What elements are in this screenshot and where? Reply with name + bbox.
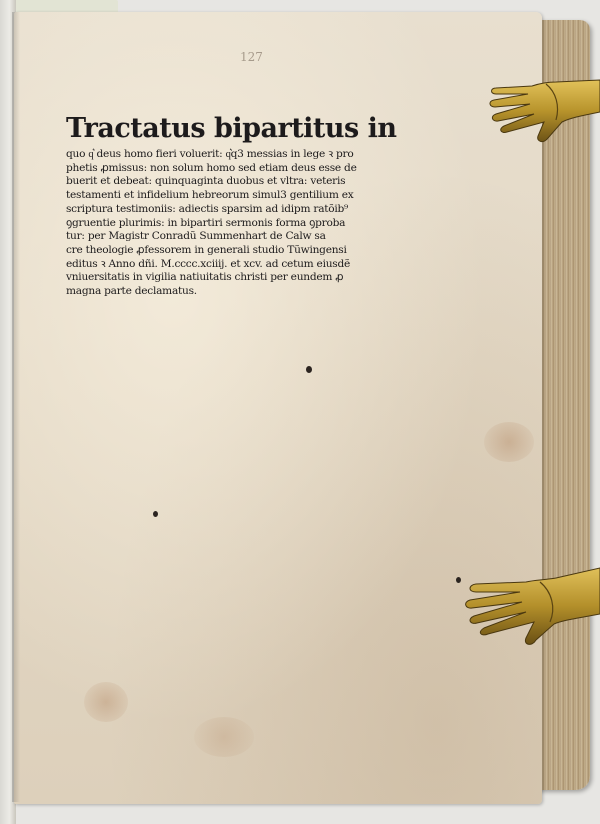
text-line: scriptura testimoniis: adiectis sparsim ad idipm ratõib⁹ bbox=[66, 202, 349, 215]
text-line: editus ꝛ Anno dñi. M.cccc.xciiij. et xcv. ad cetum eiusdẽ bbox=[66, 257, 351, 270]
text-line: buerit et debeat: quinquaginta duobus et vltra: veteris bbox=[66, 175, 346, 188]
text-line: ꝯgruentie plurimis: in bipartiri sermonis forma ꝯproba bbox=[66, 216, 346, 229]
text-line: tur: per Magistr Conradũ Summenhart de Calw sa bbox=[66, 230, 326, 243]
foxing-stain bbox=[84, 682, 128, 722]
text-line: quo q͛ deus homo fieri voluerit: q͛q3 messias in lege ꝛ pro bbox=[66, 148, 354, 160]
page-title: Tractatus bipartitus in bbox=[66, 113, 397, 144]
text-line: testamenti et infidelium hebreorum simul3 gentilium ex bbox=[66, 189, 354, 202]
text-line: cre theologie ꝓfessorem in generali studio Tũwingensi bbox=[66, 243, 347, 256]
foxing-stain bbox=[484, 422, 534, 462]
worm-hole bbox=[153, 511, 158, 517]
page-number: 127 bbox=[240, 50, 263, 64]
foxing-stain bbox=[194, 717, 254, 757]
hand-clasp-icon bbox=[486, 72, 600, 154]
text-line: phetis ꝓmissus: non solum homo sed etiam deus esse de bbox=[66, 161, 357, 174]
text-line: magna parte declamatus. bbox=[66, 285, 197, 298]
worm-hole bbox=[306, 366, 312, 373]
title-block bbox=[66, 112, 397, 299]
text-line: vniuersitatis in vigilia natiuitatis christi per eundem ꝓ bbox=[66, 271, 344, 284]
hand-clasp-icon bbox=[460, 562, 600, 654]
book-page bbox=[14, 12, 542, 804]
gutter-shadow bbox=[12, 12, 20, 802]
